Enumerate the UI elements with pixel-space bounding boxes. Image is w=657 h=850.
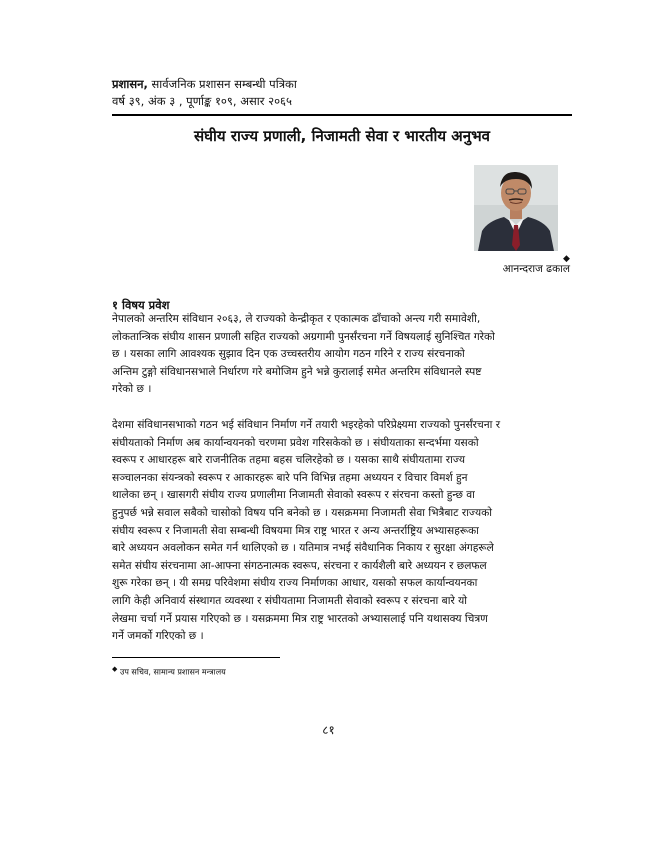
footnote-mark: ◆ [112, 665, 118, 673]
journal-name: प्रशासन, [112, 77, 148, 91]
author-portrait-image [474, 165, 558, 251]
body-paragraph [112, 417, 570, 646]
paragraph-line: संघीयताको निर्माण अब कार्यान्वयनको चरणमा प्रवेश गरिसकेको छ । संघीयताका सन्दर्भमा यसको [112, 436, 479, 449]
author-name: आनन्दराज ढकाल [502, 263, 570, 275]
paragraph-line: स्वरूप र आधारहरू बारे राजनीतिक तहमा बहस चलिरहेको छ । यसका साथै संघीयतामा राज्य [112, 454, 466, 467]
footnote [112, 665, 226, 678]
paragraph-line: थालेका छन् । खासगरी संघीय राज्य प्रणालीमा निजामती सेवाको स्वरूप र संरचना कस्तो हुन्छ वा [112, 489, 475, 502]
paragraph-line: गर्ने जमर्को गरिएको छ । [112, 630, 204, 643]
paragraph-line: देशमा संविधानसभाको गठन भई संविधान निर्माण गर्ने तयारी भइरहेको परिप्रेक्ष्यमा राज्यको पुनर्संरचना र [112, 419, 501, 431]
issue-line: वर्ष ३९, अंक ३ , पूर्णाङ्क १०९, असार २०६५ [112, 94, 293, 108]
intro-paragraph [112, 311, 570, 399]
paragraph-line: लोकतान्त्रिक संघीय शासन प्रणाली सहित राज्यको अग्रगामी पुनर्संरचना गर्ने विषयलाई सुनिश्चित गरेको [112, 330, 495, 343]
paragraph-line: समेत संघीय संरचनामा आ-आफ्ना संगठनात्मक स्वरूप, संरचना र कार्यशैली बारे अध्ययन र छलफल [112, 559, 487, 572]
paragraph-line: सञ्चालनका संयन्त्रको स्वरूप र आकारहरू बारे पनि विभिन्न तहमा अध्ययन र विचार विमर्श हुन [112, 471, 468, 484]
author-footnote-mark: ◆ [563, 254, 570, 264]
paragraph-line: गरेको छ । [112, 383, 152, 396]
section-heading: १ विषय प्रवेश [112, 298, 170, 312]
article-title: संघीय राज्य प्रणाली, निजामती सेवा र भारतीय अनुभव [194, 127, 490, 145]
journal-header [112, 76, 572, 110]
footnote-rule [112, 657, 280, 658]
page-number: ८१ [322, 723, 335, 737]
paragraph-line: नेपालको अन्तरिम संविधान २०६३, ले राज्यको केन्द्रीकृत र एकात्मक ढाँचाको अन्त्य गरी समावेशी, [112, 313, 481, 325]
paragraph-line: छ । यसका लागि आवश्यक सुझाव दिन एक उच्चस्तरीय आयोग गठन गरिने र राज्य संरचनाको [112, 348, 465, 361]
paragraph-line: बारे अध्ययन अवलोकन समेत गर्न थालिएको छ । यतिमात्र नभई संवैधानिक निकाय र सुरक्षा अंगहरूले [112, 542, 494, 555]
journal-title-line [112, 76, 572, 93]
paragraph-line: संघीय स्वरूप र निजामती सेवा सम्बन्धी विषयमा मित्र राष्ट्र भारत र अन्य अन्तर्राष्ट्रिय अभ्यासहरूका [112, 524, 479, 537]
author-photo [474, 165, 558, 251]
header-rule [112, 114, 572, 116]
paragraph-line: हुनुपर्छ भन्ने सवाल सबैको चासोको विषय पनि बनेको छ । यसक्रममा निजामती सेवा भित्रैबाट राज्यको [112, 506, 493, 519]
paragraph-line: अन्तिम टुङ्गो संविधानसभाले निर्धारण गरे बमोजिम हुने भन्ने कुरालाई समेत अन्तरिम संविधानले स्पष्ट [112, 365, 482, 378]
journal-subtitle: सार्वजनिक प्रशासन सम्बन्धी पत्रिका [151, 77, 297, 91]
paragraph-line: लागि केही अनिवार्य संस्थागत व्यवस्था र संघीयतामा निजामती सेवाको स्वरूप र संरचना बारे यो [112, 594, 468, 607]
footnote-text: उप सचिव, सामान्य प्रशासन मन्त्रालय [119, 667, 226, 677]
paragraph-line: शुरू गरेका छन् । यी समग्र परिवेशमा संघीय राज्य निर्माणका आधार, यसको सफल कार्यान्वयनका [112, 577, 478, 590]
paragraph-line: लेखमा चर्चा गर्ने प्रयास गरिएको छ । यसक्रममा मित्र राष्ट्र भारतको अभ्यासलाई पनि यथासक्य चित्रण [112, 612, 488, 625]
